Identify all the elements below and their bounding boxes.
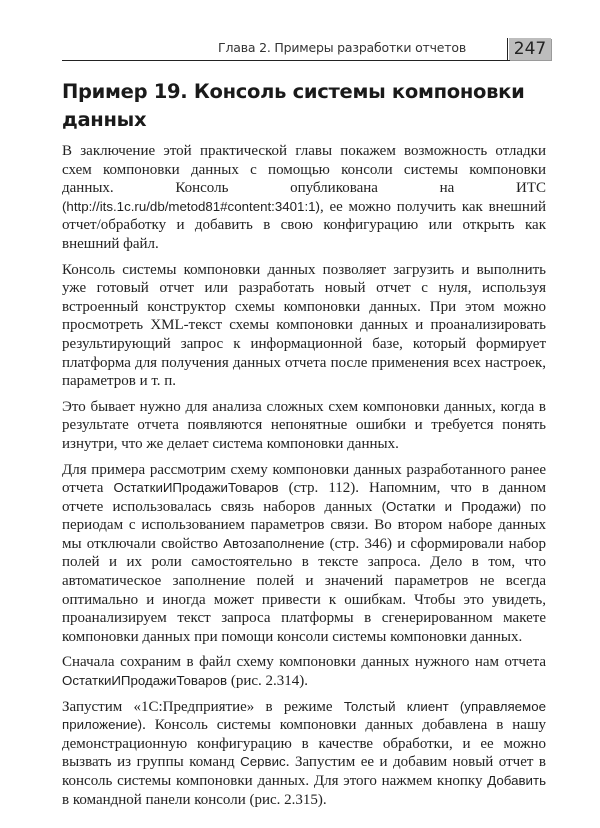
- text-run: . Запустим ее и добавим новый отчет в консоль системы компоновки данных. Для этого нажмем кнопку: [62, 754, 547, 789]
- report-name: ОстаткиИПродажиТоваров: [113, 480, 279, 496]
- its-link[interactable]: (http://its.1c.ru/db/metod81#content:3401:1): [62, 198, 320, 214]
- paragraph-console-description: Консоль системы компоновки данных позволяет загрузить и выполнить уже готовый отчет или разработать новый отчет с нуля, используя встроенный конструктор схемы компоновки данных. При этом можно просмотреть XML-текст схемы компоновки данных и проанализировать результирующий запрос к информационной базе, который формирует платформа для получения данных отчета после применения всех настроек, параметров и т. п.: [62, 261, 546, 390]
- text-run: в командной панели консоли (рис. 2.315).: [62, 791, 327, 808]
- chapter-title: Глава 2. Примеры разработки отчетов: [218, 40, 466, 55]
- paragraph-use-case: Это бывает нужно для анализа сложных схем компоновки данных, когда в результате отчета появляются непонятные ошибки и требуется понять изнутри, что же делает система компоновки данных.: [62, 398, 546, 452]
- text-run: , ее можно получить как внешний отчет/обработку и добавить в свою конфигурацию или открыть как внешний файл.: [62, 198, 546, 252]
- add-button-name: Добавить: [487, 773, 546, 788]
- header-separator: [507, 38, 508, 61]
- report-name: ОстаткиИПродажиТоваров: [62, 673, 228, 689]
- body-text: [62, 142, 546, 816]
- property-name: Автозаполнение: [223, 535, 325, 551]
- text-run: Сначала сохраним в файл схему компоновки данных нужного нам отчета: [62, 654, 546, 671]
- text-run: по периодам с использованием параметров связи. Во втором наборе данных мы отключали свойство: [62, 498, 547, 552]
- text-run: Запустим «1С:Предприятие» в режиме: [62, 698, 344, 715]
- client-mode: Толстый клиент (управляемое приложение): [62, 698, 546, 733]
- section-title: Пример 19. Консоль системы компоновки данных: [62, 80, 525, 131]
- text-run: В заключение этой практической главы покажем возможность отладки схем компоновки данных с помощью консоли системы компоновки данных. Консоль опубликована на ИТС: [62, 143, 546, 197]
- paragraph-launch: [62, 698, 546, 810]
- text-run: (рис. 2.314).: [227, 673, 309, 690]
- text-run: . Консоль системы компоновки данных добавлена в нашу демонстрационную конфигурацию в качестве обработки, и ее можно вызвать из группы команд: [62, 717, 546, 771]
- text-run: (стр. 112). Напомним, что в данном отчете использовалась связь наборов данных: [62, 480, 546, 515]
- page-number: 247: [509, 38, 551, 60]
- paragraph-save-schema: [62, 653, 546, 690]
- command-group-name: Сервис: [240, 754, 286, 770]
- text-run: (стр. 346) и сформировали набор полей и их роли самостоятельно в тексте запроса. Дело в том, что автоматическое заполнение полей и значений параметров не всегда оптимально и иногда может привести к ошибкам. Чтобы это увидеть, проанализируем текст запроса платформы в сгенерированном макете компоновки данных при помощи консоли системы компоновки данных.: [62, 535, 546, 645]
- paragraph-intro: [62, 142, 546, 254]
- header-rule: [62, 60, 548, 61]
- paragraph-example: [62, 461, 546, 647]
- running-header: [62, 38, 548, 61]
- dataset-names: (Остатки и Продажи): [381, 498, 522, 514]
- text-run: Для примера рассмотрим схему компоновки данных разработанного ранее отчета: [62, 461, 546, 497]
